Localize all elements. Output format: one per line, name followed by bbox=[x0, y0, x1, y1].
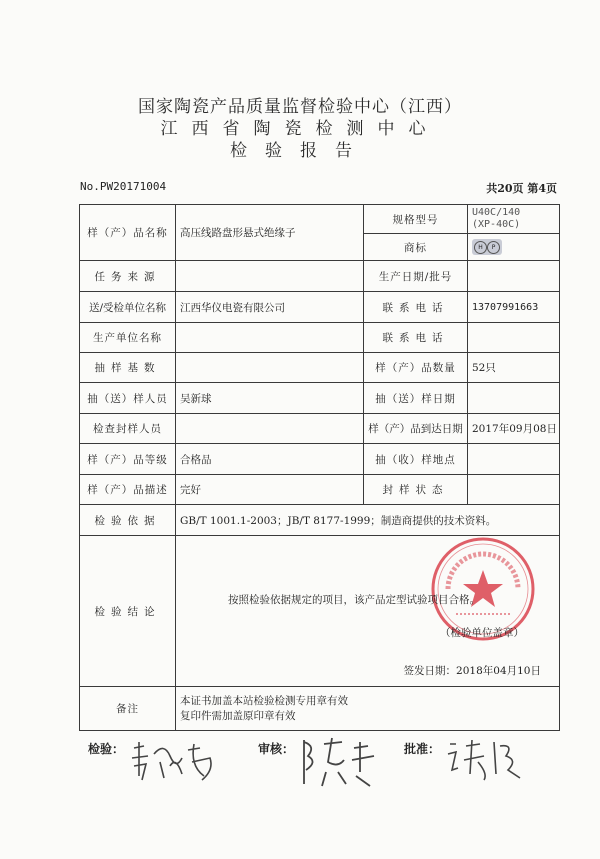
sealer-label: 检查封样人员 bbox=[80, 414, 176, 444]
reviewer-signature-icon bbox=[298, 732, 388, 792]
sampling-base-label: 抽样基数 bbox=[80, 353, 176, 383]
phone2-value bbox=[468, 323, 560, 353]
producer-value bbox=[176, 323, 364, 353]
prod-date-label: 生产日期/批号 bbox=[364, 261, 468, 292]
phone-value: 13707991663 bbox=[468, 292, 560, 323]
quantity-label: 样（产）品数量 bbox=[364, 353, 468, 383]
sealer-value bbox=[176, 414, 364, 444]
page-info: 共20页 第4页 bbox=[486, 182, 557, 195]
conclusion-value: 按照检验依据规定的项目，该产品定型试验项目合格。 bbox=[228, 594, 480, 606]
grade-label: 样（产）品等级 bbox=[80, 444, 176, 475]
approver-signature-icon bbox=[444, 734, 534, 784]
header-line-3: 检验报告 bbox=[230, 141, 370, 161]
quantity-value: 52只 bbox=[468, 353, 560, 383]
seal-state-value bbox=[468, 475, 560, 505]
remarks-label: 备注 bbox=[80, 687, 176, 731]
spec-value-line-1: U40C/140 bbox=[472, 207, 521, 218]
spec-value bbox=[468, 205, 560, 234]
location-value bbox=[468, 444, 560, 475]
sample-name-value: 高压线路盘形悬式绝缘子 bbox=[176, 205, 364, 261]
client-value: 江西华仪电瓷有限公司 bbox=[176, 292, 364, 323]
grade-value: 合格品 bbox=[176, 444, 364, 475]
spec-value-line-2: (XP-40C) bbox=[472, 219, 521, 230]
remarks-value bbox=[176, 687, 560, 731]
reviewer-label: 审核： bbox=[258, 742, 295, 756]
sampling-base-value bbox=[176, 353, 364, 383]
conclusion-cell bbox=[176, 536, 560, 687]
client-label: 送/受检单位名称 bbox=[80, 292, 176, 323]
report-number: No.PW20171004 bbox=[80, 180, 167, 193]
remarks-line-1: 本证书加盖本站检验检测专用章有效 bbox=[180, 694, 348, 707]
basis-label: 检验依据 bbox=[80, 505, 176, 536]
spec-label: 规格型号 bbox=[364, 205, 468, 234]
inspector-label: 检验： bbox=[88, 742, 125, 756]
sample-date-value bbox=[468, 383, 560, 414]
task-source-value bbox=[176, 261, 364, 292]
phone2-label: 联系电话 bbox=[364, 323, 468, 353]
phone-label: 联系电话 bbox=[364, 292, 468, 323]
seal-state-label: 封样状态 bbox=[364, 475, 468, 505]
header-line-2: 江西省陶瓷检测中心 bbox=[160, 119, 440, 139]
trademark-cell bbox=[468, 234, 560, 261]
task-source-label: 任务来源 bbox=[80, 261, 176, 292]
arrival-date-value: 2017年09月08日 bbox=[468, 414, 560, 444]
sample-date-label: 抽（送）样日期 bbox=[364, 383, 468, 414]
conclusion-label: 检验结论 bbox=[80, 536, 176, 687]
remarks-line-2: 复印件需加盖原印章有效 bbox=[180, 709, 296, 722]
trademark-label: 商标 bbox=[364, 234, 468, 261]
approver-label: 批准： bbox=[404, 742, 441, 756]
trademark-logo-icon: H P bbox=[472, 239, 502, 255]
sampler-value: 吴新球 bbox=[176, 383, 364, 414]
signature-row bbox=[88, 736, 558, 796]
sample-name-label: 样（产）品名称 bbox=[80, 205, 176, 261]
location-label: 抽（收）样地点 bbox=[364, 444, 468, 475]
producer-label: 生产单位名称 bbox=[80, 323, 176, 353]
basis-value: GB/T 1001.1-2003；JB/T 8177-1999；制造商提供的技术资料。 bbox=[176, 505, 560, 536]
description-label: 样（产）品描述 bbox=[80, 475, 176, 505]
report-header bbox=[0, 96, 600, 162]
sampler-label: 抽（送）样人员 bbox=[80, 383, 176, 414]
prod-date-value bbox=[468, 261, 560, 292]
header-line-1: 国家陶瓷产品质量监督检验中心（江西） bbox=[138, 97, 462, 117]
description-value: 完好 bbox=[176, 475, 364, 505]
arrival-date-label: 样（产）品到达日期 bbox=[364, 414, 468, 444]
inspector-signature-icon bbox=[130, 736, 220, 786]
report-table bbox=[79, 204, 560, 731]
conclusion-unit: （检验单位盖章） bbox=[440, 627, 524, 639]
issue-date: 签发日期：2018年04月10日 bbox=[403, 665, 541, 677]
